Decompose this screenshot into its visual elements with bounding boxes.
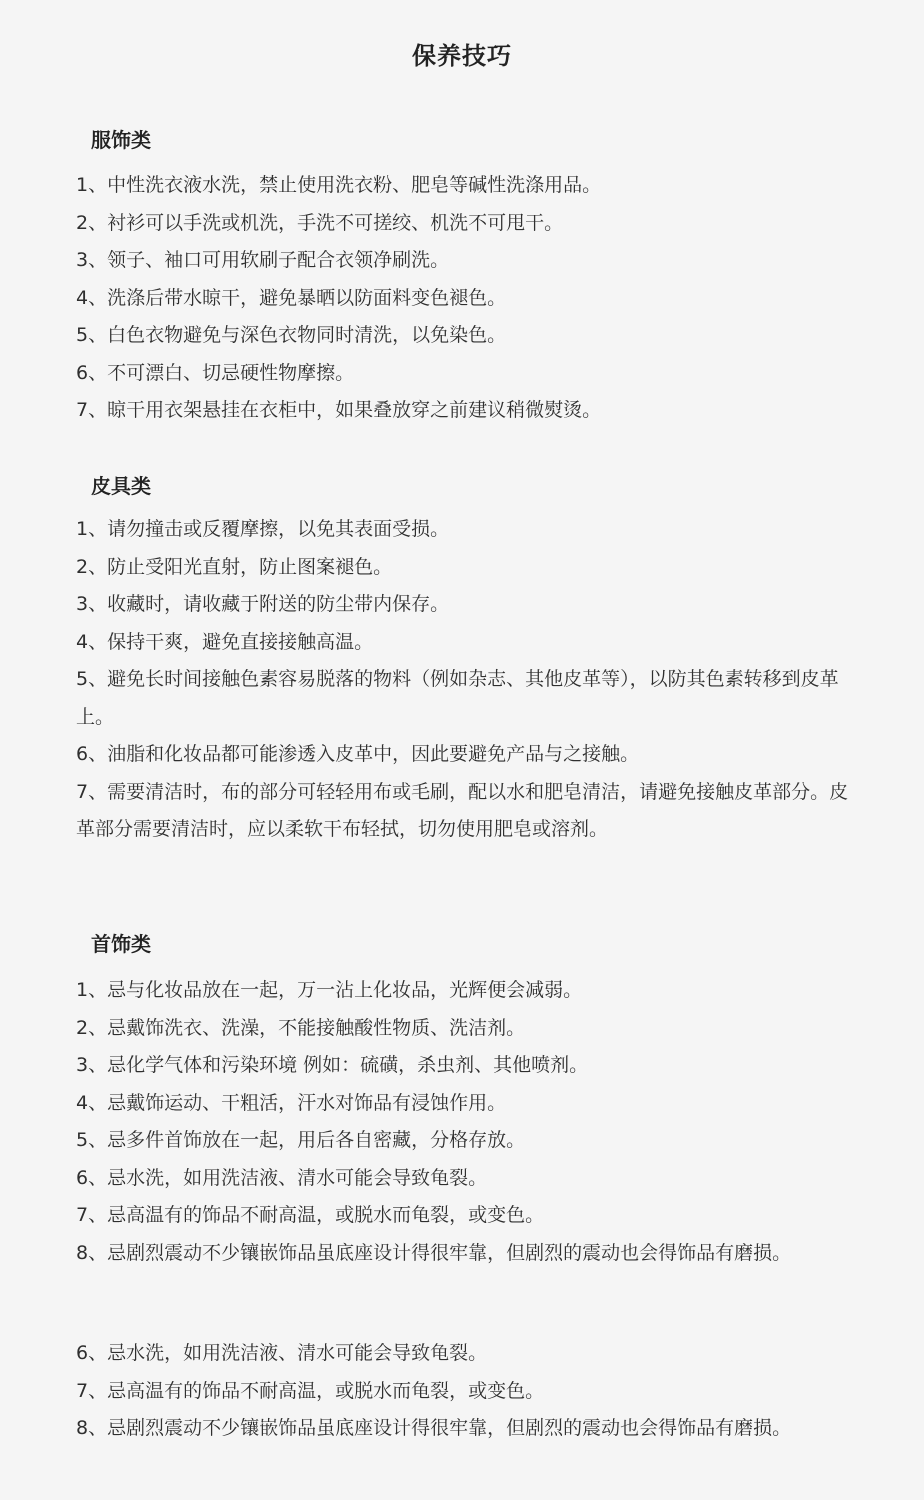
list-item: 3、收藏时，请收藏于附送的防尘带内保存。: [76, 593, 450, 615]
list-item: 1、请勿撞击或反覆摩擦，以免其表面受损。: [76, 518, 450, 540]
clothing-list: [76, 167, 866, 430]
page-title: 保养技巧: [412, 42, 512, 70]
list-item: 7、忌高温有的饰品不耐高温，或脱水而龟裂，或变色。: [76, 1379, 545, 1402]
list-item: 8、忌剧烈震动不少镶嵌饰品虽底座设计得很牢靠，但剧烈的震动也会得饰品有磨损。: [76, 1241, 792, 1264]
list-item: 4、忌戴饰运动、干粗活，汗水对饰品有浸蚀作用。: [76, 1091, 507, 1114]
list-item: 1、忌与化妆品放在一起，万一沾上化妆品，光辉便会减弱。: [76, 979, 583, 1001]
list-item: 5、白色衣物避免与深色衣物同时清洗，以免染色。: [76, 324, 507, 346]
leather-list: [76, 511, 851, 849]
list-item: 3、忌化学气体和污染环境 例如：硫磺，杀虫剂、其他喷剂。: [76, 1054, 589, 1076]
list-item: 7、晾干用衣架悬挂在衣柜中，如果叠放穿之前建议稍微熨烫。: [76, 399, 602, 421]
section-heading-clothing: 服饰类: [91, 128, 151, 152]
list-item: 2、防止受阳光直射，防止图案褪色。: [76, 555, 393, 578]
list-item: 1、中性洗衣液水洗，禁止使用洗衣粉、肥皂等碱性洗涤用品。: [76, 174, 602, 196]
list-item: 6、不可漂白、切忌硬性物摩擦。: [76, 361, 355, 384]
section-heading-jewelry: 首饰类: [91, 932, 151, 956]
jewelry-list-repeat: [76, 1335, 851, 1448]
list-item: 5、避免长时间接触色素容易脱落的物料（例如杂志、其他皮革等），以防其色素转移到皮革上。: [76, 668, 839, 728]
list-item: 6、忌水洗，如用洗洁液、清水可能会导致龟裂。: [76, 1166, 488, 1189]
list-item: 2、忌戴饰洗衣、洗澡，不能接触酸性物质、洗洁剂。: [76, 1016, 526, 1039]
list-item: 2、衬衫可以手洗或机洗，手洗不可搓绞、机洗不可甩干。: [76, 211, 564, 234]
jewelry-list: [76, 972, 851, 1272]
list-item: 7、需要清洁时，布的部分可轻轻用布或毛刷，配以水和肥皂清洁，请避免接触皮革部分。皮革部分需要清洁时，应以柔软干布轻拭，切勿使用肥皂或溶剂。: [76, 780, 849, 840]
list-item: 6、油脂和化妆品都可能渗透入皮革中，因此要避免产品与之接触。: [76, 743, 640, 765]
list-item: 6、忌水洗，如用洗洁液、清水可能会导致龟裂。: [76, 1342, 488, 1364]
list-item: 3、领子、袖口可用软刷子配合衣领净刷洗。: [76, 249, 450, 271]
list-item: 4、保持干爽，避免直接接触高温。: [76, 630, 374, 653]
list-item: 5、忌多件首饰放在一起，用后各自密藏，分格存放。: [76, 1129, 526, 1151]
list-item: 8、忌剧烈震动不少镶嵌饰品虽底座设计得很牢靠，但剧烈的震动也会得饰品有磨损。: [76, 1417, 792, 1439]
list-item: 4、洗涤后带水晾干，避免暴晒以防面料变色褪色。: [76, 286, 507, 309]
section-heading-leather: 皮具类: [91, 474, 151, 498]
list-item: 7、忌高温有的饰品不耐高温，或脱水而龟裂，或变色。: [76, 1204, 545, 1226]
